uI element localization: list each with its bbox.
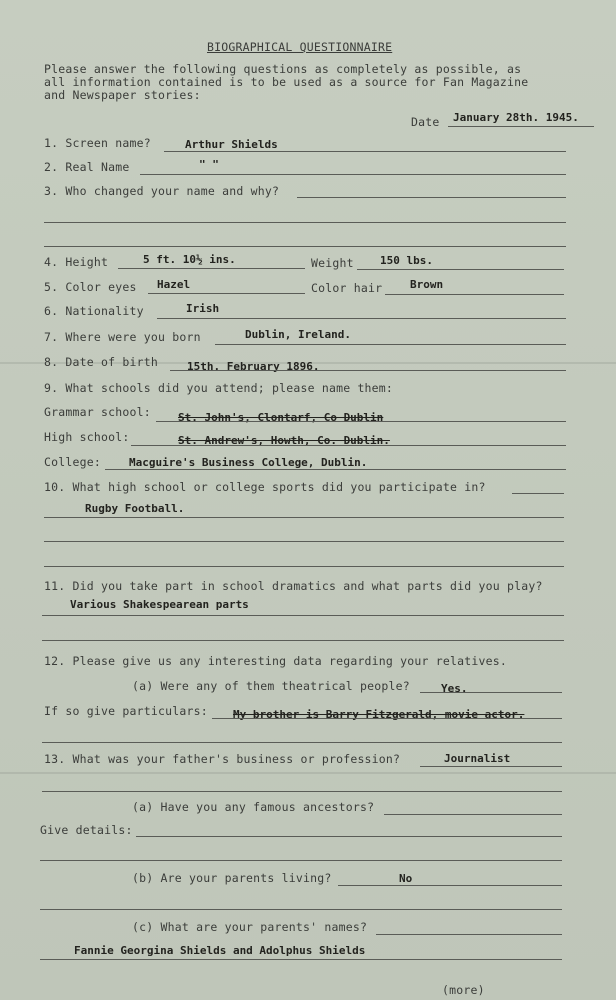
page-title: BIOGRAPHICAL QUESTIONNAIRE [207, 40, 393, 54]
answer-line [338, 885, 562, 886]
q9-grammar-label: Grammar school: [44, 405, 151, 419]
answer-line [297, 197, 566, 198]
answer-line [42, 615, 564, 616]
q12-label: 12. Please give us any interesting data regarding your relatives. [44, 654, 508, 668]
q2-answer: " " [199, 158, 219, 171]
q12-particulars-label: If so give particulars: [44, 704, 208, 718]
answer-line [105, 469, 566, 470]
answer-line [44, 222, 566, 223]
q13c-answer: Fannie Georgina Shields and Adolphus Shields [74, 944, 366, 957]
more-footer: (more) [442, 983, 485, 997]
q13a-label: (a) Have you any famous ancestors? [132, 800, 375, 814]
answer-line [212, 718, 562, 719]
paper-fold [0, 772, 616, 774]
answer-line [376, 934, 562, 935]
intro-line: and Newspaper stories: [44, 88, 201, 102]
answer-line [420, 766, 562, 767]
date-line [448, 126, 594, 127]
answer-line [40, 860, 562, 861]
q10-label: 10. What high school or college sports did you participate in? [44, 480, 486, 494]
q4-weight-answer: 150 lbs. [380, 254, 433, 267]
q12-particulars-answer: My brother is Barry Fitzgerald, movie actor. [233, 708, 525, 721]
answer-line [357, 269, 564, 270]
q11-label: 11. Did you take part in school dramatics and what parts did you play? [44, 579, 543, 593]
answer-line [44, 541, 564, 542]
date-value: January 28th. 1945. [453, 111, 579, 124]
answer-line [170, 370, 566, 371]
q9-high-answer: St. Andrew's, Howth, Co. Dublin. [178, 434, 390, 447]
q6-label: 6. Nationality [44, 304, 144, 318]
q12a-label: (a) Were any of them theatrical people? [132, 679, 410, 693]
q10-answer: Rugby Football. [85, 502, 185, 515]
answer-line [42, 791, 562, 792]
answer-line [164, 151, 566, 152]
answer-line [118, 268, 305, 269]
q13-label: 13. What was your father's business or profession? [44, 752, 401, 766]
q5-hair-label: Color hair [311, 281, 383, 295]
q9-label: 9. What schools did you attend; please name them: [44, 381, 394, 395]
answer-line [157, 318, 566, 319]
answer-line [420, 692, 562, 693]
q4-height-label: 4. Height [44, 255, 109, 269]
q13c-label: (c) What are your parents' names? [132, 920, 368, 934]
q6-answer: Irish [186, 302, 220, 315]
answer-line [136, 836, 562, 837]
q13b-answer: No [399, 872, 413, 885]
intro-line: all information contained is to be used as a source for Fan Magazine [44, 75, 529, 89]
q11-answer: Various Shakespearean parts [70, 598, 249, 611]
q9-college-answer: Macguire's Business College, Dublin. [129, 456, 368, 469]
q13-answer: Journalist [444, 752, 511, 765]
q4-height-answer: 5 ft. 10½ ins. [143, 253, 236, 266]
q3-label: 3. Who changed your name and why? [44, 184, 280, 198]
q1-label: 1. Screen name? [44, 136, 151, 150]
date-label: Date [411, 115, 440, 129]
answer-line [44, 566, 564, 567]
q13-details-label: Give details: [40, 823, 133, 837]
answer-line [131, 445, 566, 446]
q8-label: 8. Date of birth [44, 355, 158, 369]
q13b-label: (b) Are your parents living? [132, 871, 332, 885]
q9-high-label: High school: [44, 430, 130, 444]
intro-line: Please answer the following questions as completely as possible, as [44, 62, 522, 76]
answer-line [40, 909, 562, 910]
q5-eyes-answer: Hazel [157, 278, 191, 291]
answer-line [140, 174, 566, 175]
answer-line [42, 742, 562, 743]
q4-weight-label: Weight [311, 256, 354, 270]
q2-label: 2. Real Name [44, 160, 130, 174]
q7-answer: Dublin, Ireland. [245, 328, 351, 341]
answer-line [148, 293, 305, 294]
answer-line [385, 294, 564, 295]
answer-line [44, 517, 564, 518]
q1-answer: Arthur Shields [185, 138, 278, 151]
answer-line [384, 814, 562, 815]
answer-line [156, 421, 566, 422]
q9-grammar-answer: St. John's, Clontarf, Co Dublin [178, 411, 384, 424]
q7-label: 7. Where were you born [44, 330, 201, 344]
q8-answer: 15th. February 1896. [187, 360, 320, 373]
answer-line [40, 959, 562, 960]
q9-college-label: College: [44, 455, 101, 469]
answer-line [215, 344, 566, 345]
answer-line [44, 246, 566, 247]
q12a-answer: Yes. [441, 682, 468, 695]
answer-line [42, 640, 564, 641]
answer-line [512, 493, 564, 494]
q5-eyes-label: 5. Color eyes [44, 280, 137, 294]
q5-hair-answer: Brown [410, 278, 444, 291]
